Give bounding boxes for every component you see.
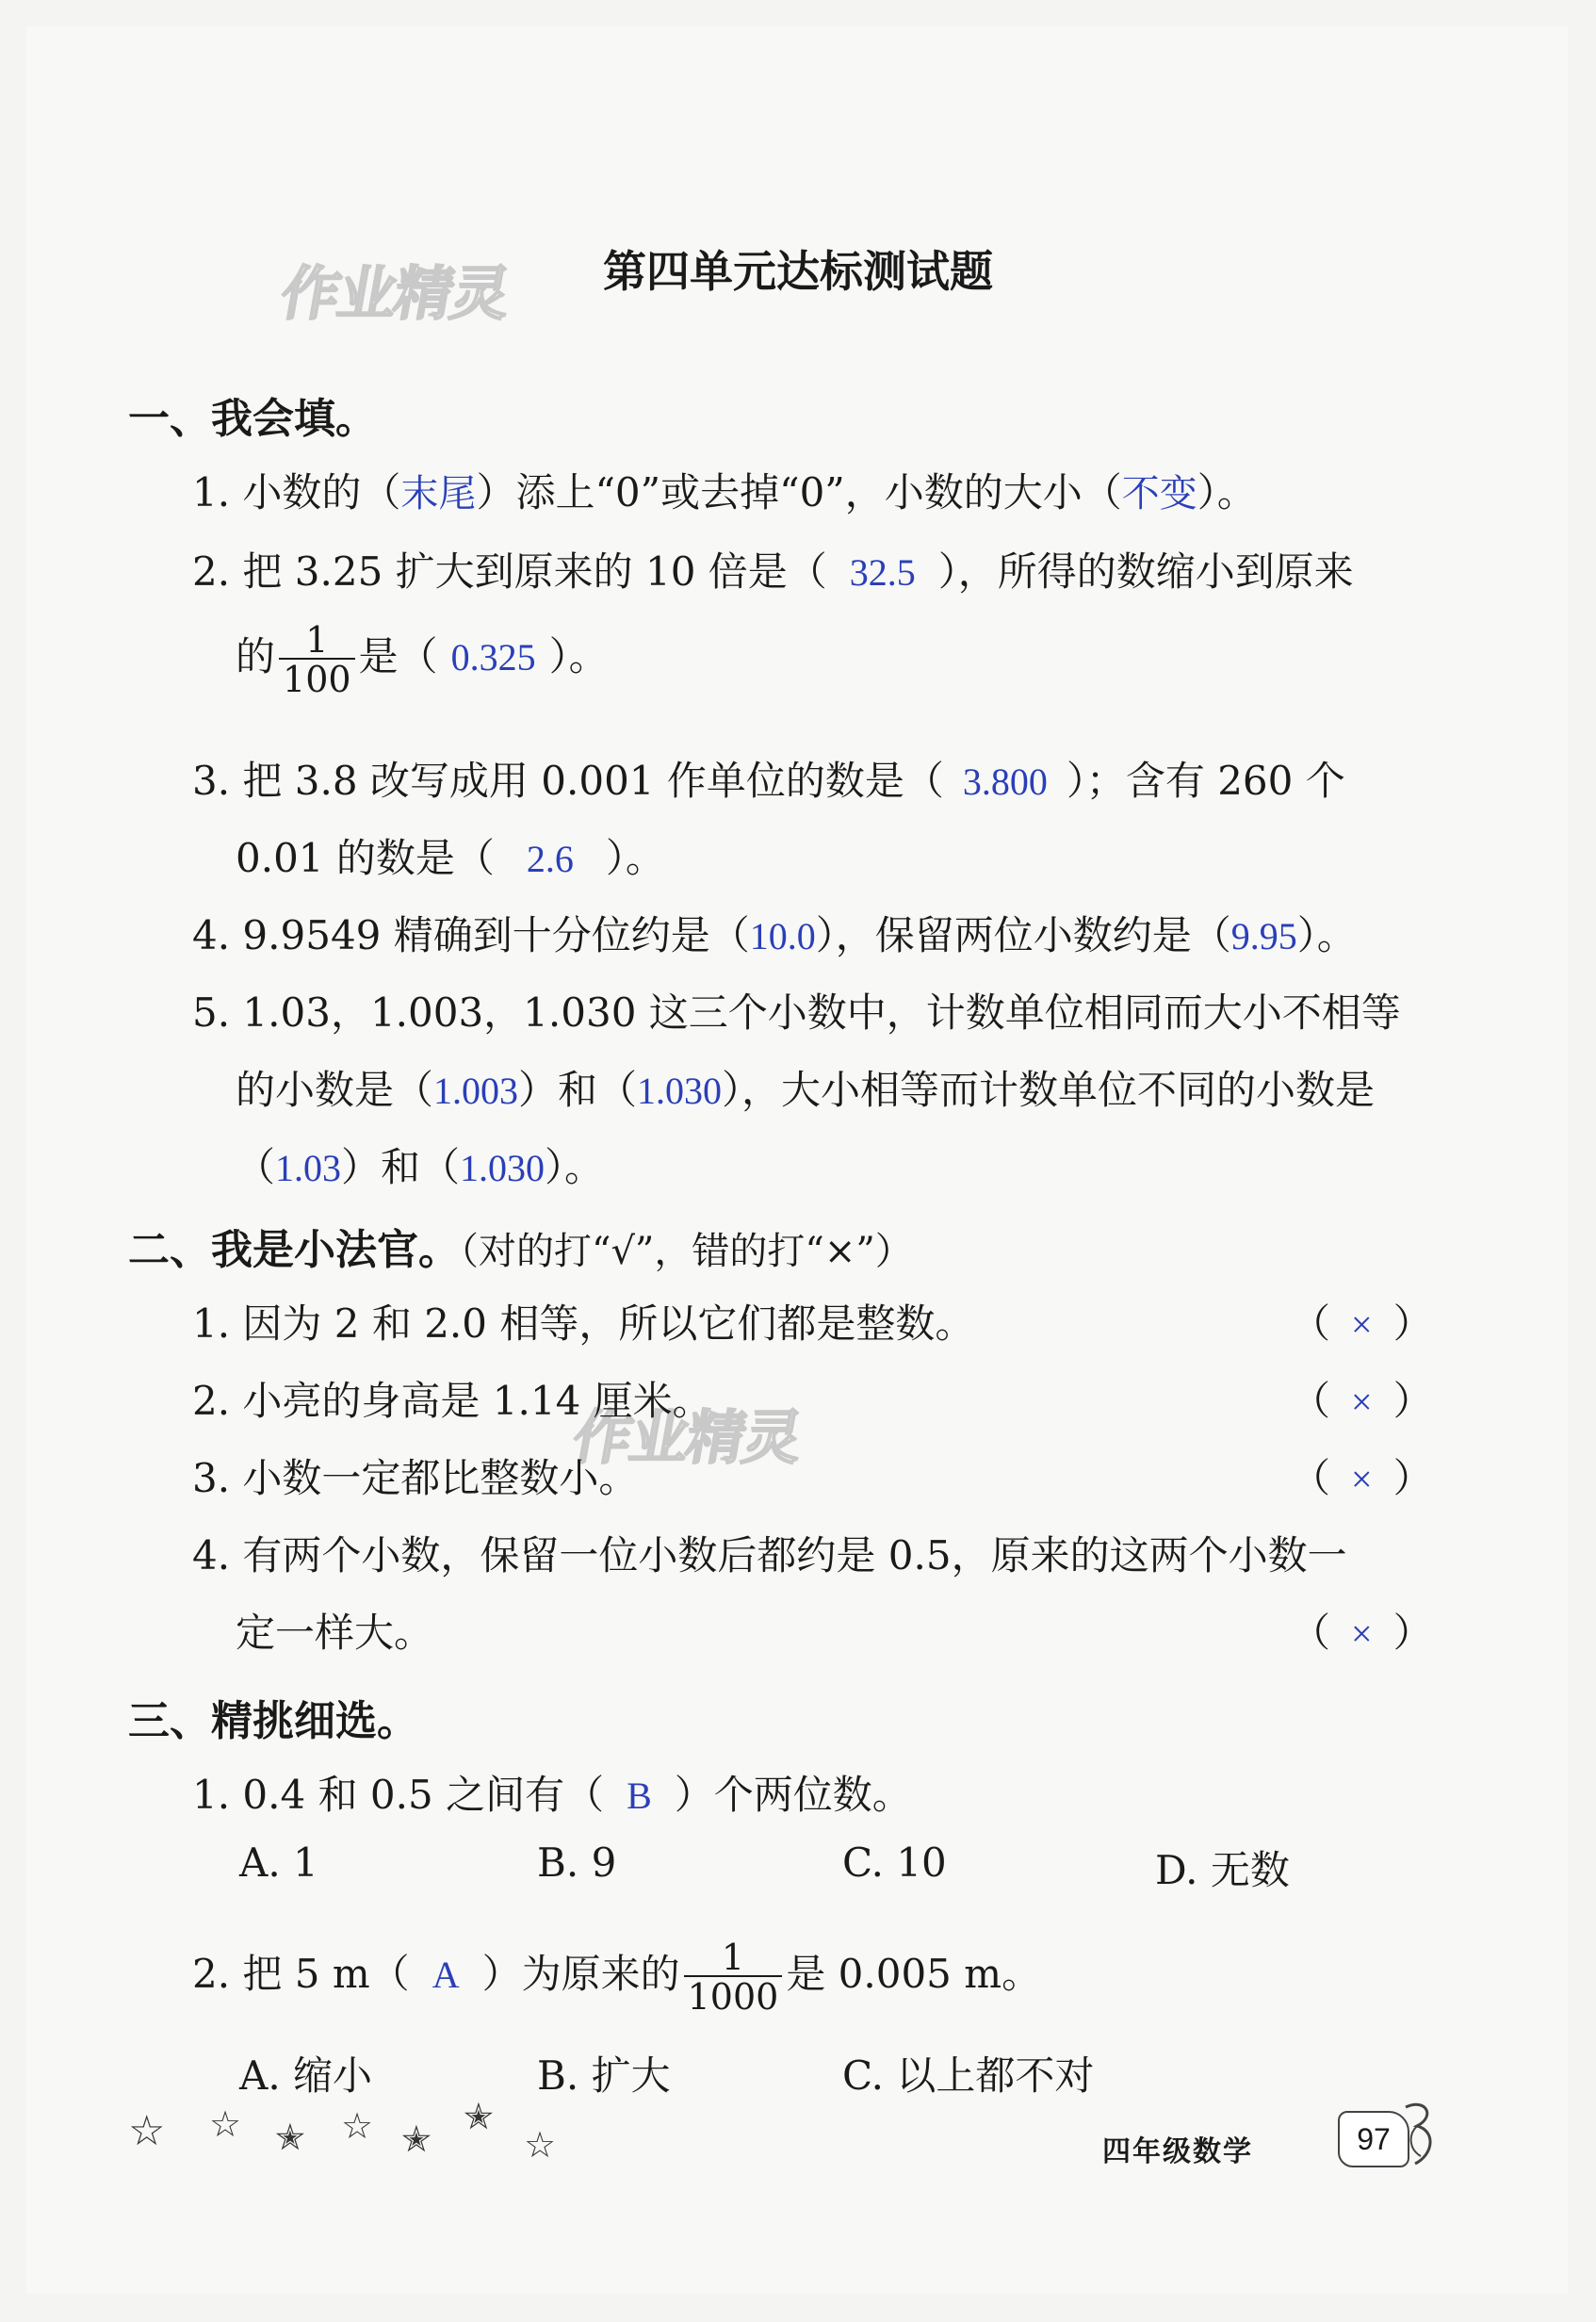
answer: 2.6 xyxy=(526,838,574,880)
section-heading-choice: 三、精挑细选。 xyxy=(128,1697,418,1745)
page-number: 97 xyxy=(1338,2111,1409,2167)
star-icon: ☆ xyxy=(128,2107,166,2155)
fill-q3: 3. 把 3.8 改写成用 0.001 作单位的数是（ 3.800 ）；含有 260 个 xyxy=(192,758,1345,804)
choice-q1: 1. 0.4 和 0.5 之间有（ B ）个两位数。 xyxy=(192,1772,912,1818)
fill-q3-line2: 0.01 的数是（ 2.6 ）。 xyxy=(236,835,665,881)
answer: 1.003 xyxy=(433,1070,519,1112)
choice-q2-option-a: A. 缩小 xyxy=(239,2052,373,2099)
fill-q5: 5. 1.03，1.003，1.030 这三个小数中，计数单位相同而大小不相等 xyxy=(192,989,1401,1036)
judge-answer-box: （ × ） xyxy=(1291,1610,1433,1656)
star-icon: ☆ xyxy=(341,2105,374,2147)
judge-q4-line2: 定一样大。 xyxy=(236,1610,434,1656)
watermark: 作业精灵 xyxy=(567,1403,806,1472)
watermark: 作业精灵 xyxy=(275,259,514,328)
star-icon: ☆ xyxy=(209,2103,242,2145)
choice-q2-option-b: B. 扩大 xyxy=(537,2052,671,2099)
answer: 1.030 xyxy=(460,1147,546,1189)
choice-q1-option-b: B. 9 xyxy=(537,1840,617,1886)
fill-q5-line3: （1.03）和（1.030）。 xyxy=(236,1144,605,1190)
judge-q2: 2. 小亮的身高是 1.14 厘米。 xyxy=(192,1378,712,1424)
judge-answer-box: （ × ） xyxy=(1291,1378,1433,1424)
answer: B xyxy=(627,1774,652,1817)
fill-q1: 1. 小数的（末尾）添上“0”或去掉“0”，小数的大小（不变）。 xyxy=(192,469,1257,515)
fraction: $\frac{1}{100}$ xyxy=(279,622,355,697)
page-title: 第四单元达标测试题 xyxy=(603,246,993,297)
choice-q1-option-a: A. 1 xyxy=(239,1840,318,1886)
section-heading-judge: 二、我是小法官。（对的打“√”，错的打“×”） xyxy=(128,1226,913,1274)
choice-q1-option-d: D. 无数 xyxy=(1155,1847,1290,1893)
answer: 9.95 xyxy=(1230,915,1297,957)
answer: 3.800 xyxy=(962,760,1048,803)
star-icon: ✭ xyxy=(464,2096,494,2137)
footer-subject: 四年级数学 xyxy=(1102,2135,1253,2168)
fill-q2-line2: 的 $\frac{1}{100}$ 是（ 0.325 ）。 xyxy=(236,619,609,700)
section-heading-fill: 一、我会填。 xyxy=(128,395,377,443)
star-icon: ✭ xyxy=(401,2118,432,2160)
fill-q4: 4. 9.9549 精确到十分位约是（10.0），保留两位小数约是（9.95）。 xyxy=(192,912,1357,958)
answer: A xyxy=(432,1954,460,1996)
answer: 1.03 xyxy=(275,1147,342,1189)
choice-q2-option-c: C. 以上都不对 xyxy=(842,2052,1095,2099)
fill-q2: 2. 把 3.25 扩大到原来的 10 倍是（ 32.5 ），所得的数缩小到原来 xyxy=(192,548,1354,595)
answer: 32.5 xyxy=(849,551,916,594)
leaf-icon xyxy=(1398,2098,1438,2173)
answer: 不变 xyxy=(1121,472,1197,515)
judge-q4: 4. 有两个小数，保留一位小数后都约是 0.5，原来的这两个小数一 xyxy=(192,1532,1347,1578)
star-icon: ☆ xyxy=(524,2124,557,2166)
choice-q1-option-c: C. 10 xyxy=(842,1840,947,1886)
choice-q2: 2. 把 5 m（ A ）为原来的 $\frac{1}{1000}$ 是 0.005 m。 xyxy=(192,1937,1042,2018)
fill-q5-line2: 的小数是（1.003）和（1.030），大小相等而计数单位不同的小数是 xyxy=(236,1067,1376,1113)
answer: 末尾 xyxy=(400,472,477,515)
answer: 10.0 xyxy=(749,915,816,957)
answer: 0.325 xyxy=(450,636,536,679)
judge-answer-box: （ × ） xyxy=(1291,1455,1433,1501)
judge-q1: 1. 因为 2 和 2.0 相等，所以它们都是整数。 xyxy=(192,1300,975,1347)
star-icon: ✭ xyxy=(275,2117,305,2158)
judge-answer-box: （ × ） xyxy=(1291,1300,1433,1347)
answer: 1.030 xyxy=(637,1070,723,1112)
judge-q3: 3. 小数一定都比整数小。 xyxy=(192,1455,639,1501)
fraction: $\frac{1}{1000}$ xyxy=(684,1939,783,2015)
